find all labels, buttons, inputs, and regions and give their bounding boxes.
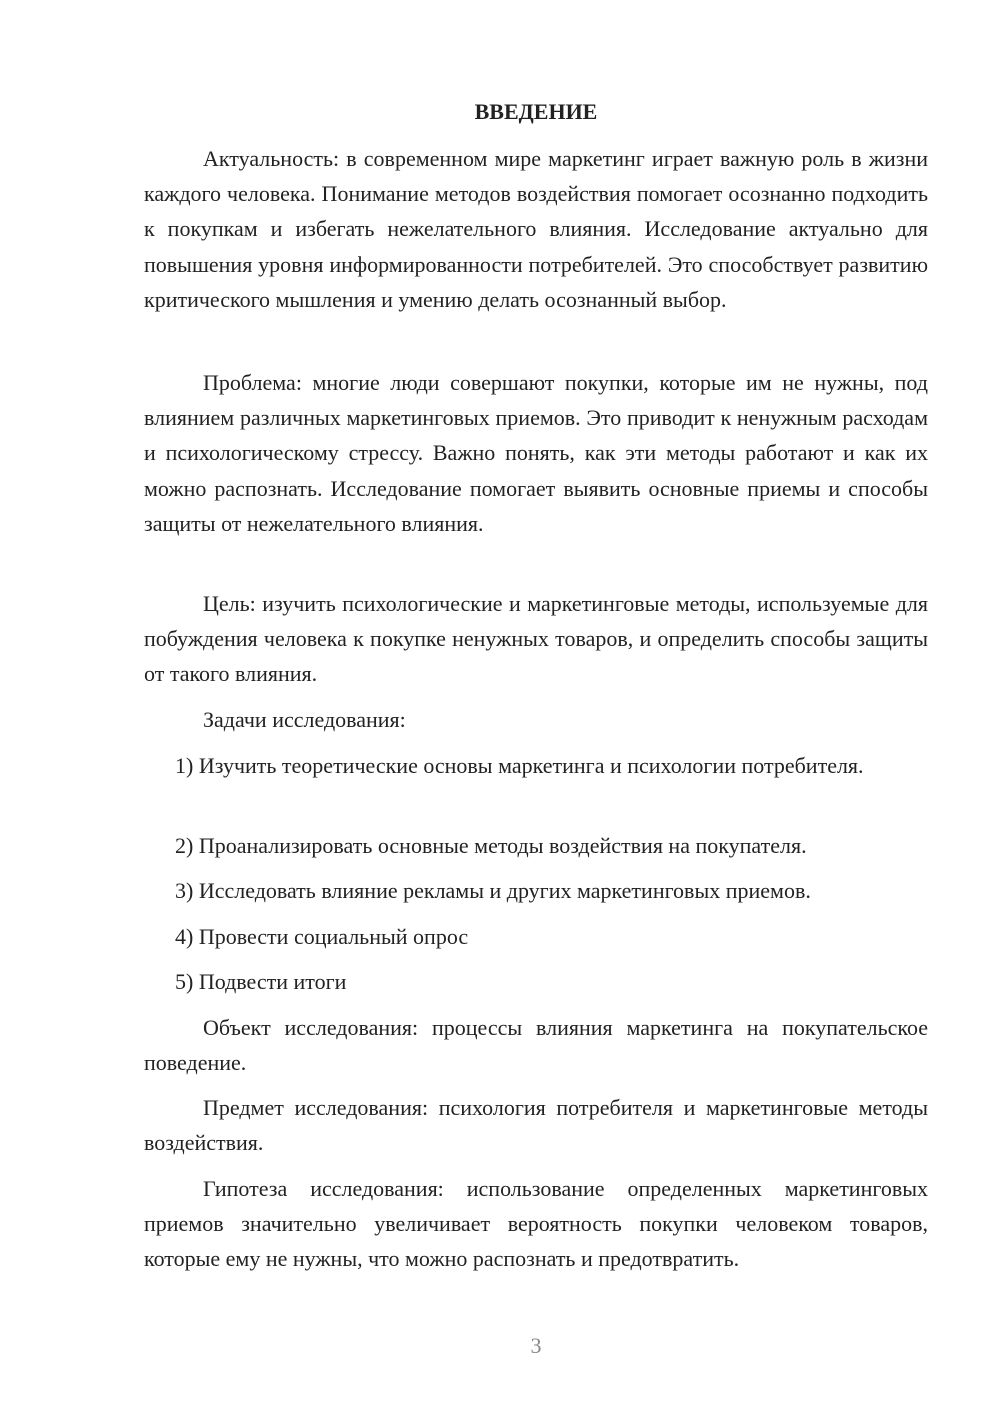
- task-item-5: 5) Подвести итоги: [175, 969, 347, 994]
- paragraph-relevance: Актуальность: в современном мире маркетинг играет важную роль в жизни каждого человека. Понимание методов воздействия помогает осознанно подходить к покупкам и избегать нежелательного влияния. Исследование актуально для повышения уровня информированности потребителей. Это способствует развитию критического мышления и умению делать осознанный выбор.: [144, 146, 928, 312]
- section-title: ВВЕДЕНИЕ: [474, 99, 598, 124]
- paragraph-subject: Предмет исследования: психология потребителя и маркетинговые методы воздействия.: [144, 1095, 928, 1156]
- task-item-4: 4) Провести социальный опрос: [175, 924, 469, 949]
- paragraph-hypothesis: Гипотеза исследования: использование определенных маркетинговых приемов значительно увеличивает вероятность покупки человеком товаров, которые ему не нужны, что можно распознать и предотвратить.: [144, 1176, 928, 1272]
- paragraph-object: Объект исследования: процессы влияния маркетинга на покупательское поведение.: [144, 1015, 928, 1076]
- task-item-3: 3) Исследовать влияние рекламы и других маркетинговых приемов.: [175, 878, 811, 903]
- task-item-2: 2) Проанализировать основные методы воздействия на покупателя.: [175, 833, 807, 858]
- task-item-1: 1) Изучить теоретические основы маркетинга и психологии потребителя.: [175, 753, 864, 778]
- page-number: 3: [530, 1333, 542, 1358]
- document-page: [144, 0, 928, 1414]
- paragraph-problem: Проблема: многие люди совершают покупки, которые им не нужны, под влиянием различных маркетинговых приемов. Это приводит к ненужным расходам и психологическому стрессу. Важно понять, как эти методы работают и как их можно распознать. Исследование помогает выявить основные приемы и способы защиты от нежелательного влияния.: [144, 370, 928, 536]
- paragraph-goal: Цель: изучить психологические и маркетинговые методы, используемые для побуждения человека к покупке ненужных товаров, и определить способы защиты от такого влияния.: [144, 591, 928, 687]
- tasks-heading: Задачи исследования:: [203, 707, 406, 732]
